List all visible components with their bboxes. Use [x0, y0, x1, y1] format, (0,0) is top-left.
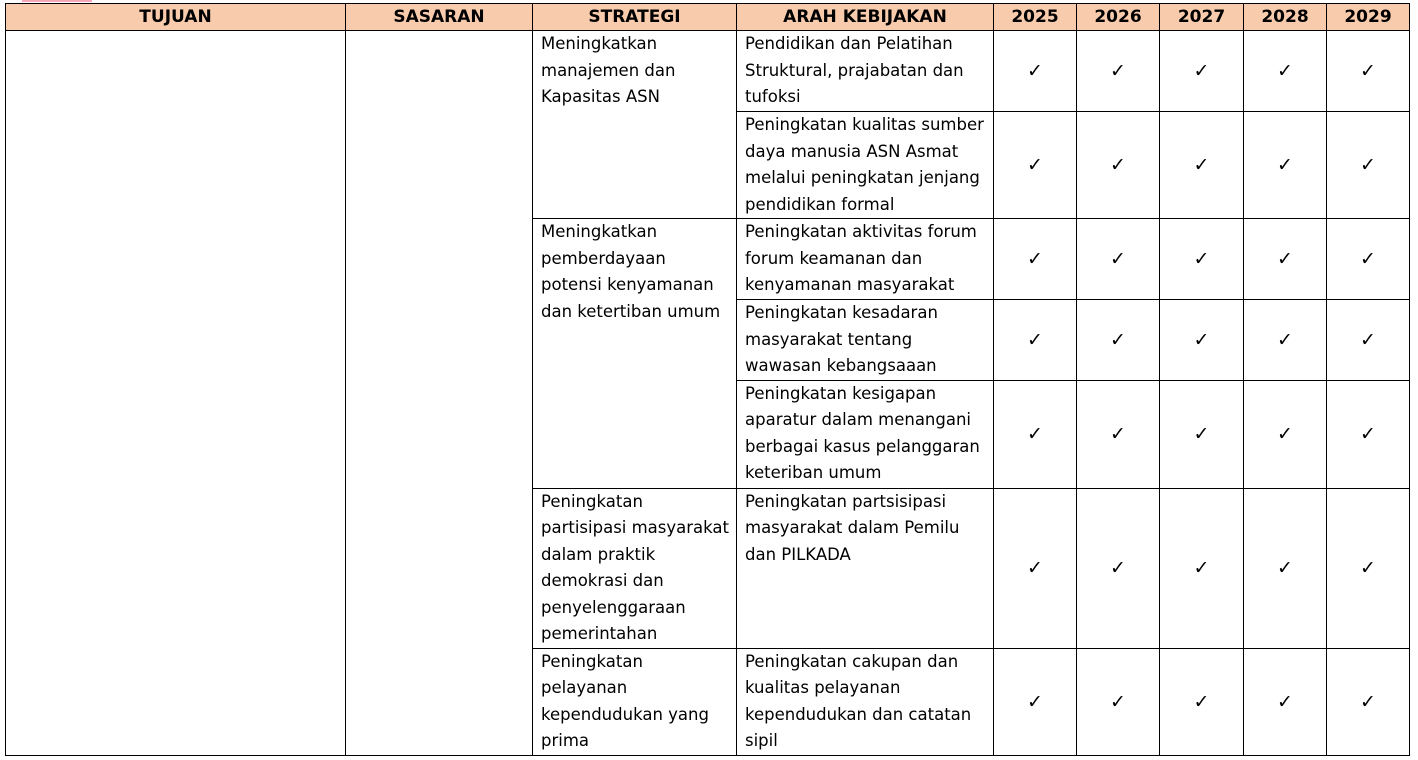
check-2029: ✓ — [1327, 300, 1410, 381]
check-2026: ✓ — [1077, 648, 1160, 755]
strategi-text: Meningkatkan pemberdayaan potensi kenyamanan dan ketertiban umum — [541, 222, 721, 321]
arah-kebijakan-cell — [737, 380, 994, 488]
check-2029: ✓ — [1327, 648, 1410, 755]
arah-kebijakan-text: Peningkatan kualitas sumber daya manusia ASN Asmat melalui peningkatan jenjang pendidikan formal — [745, 115, 984, 214]
strategi-cell — [533, 219, 737, 489]
arah-kebijakan-text: Peningkatan kesigapan aparatur dalam menangani berbagai kasus pelanggaran keteriban umum — [745, 383, 980, 482]
header-year-2026: 2026 — [1077, 4, 1160, 31]
arah-kebijakan-text: Peningkatan partsisipasi masyarakat dalam Pemilu dan PILKADA — [745, 491, 960, 564]
table-row — [6, 31, 1410, 112]
check-2025: ✓ — [994, 648, 1077, 755]
check-2028: ✓ — [1244, 31, 1327, 112]
header-strategi: STRATEGI — [533, 4, 737, 31]
check-2026: ✓ — [1077, 380, 1160, 488]
check-2028: ✓ — [1244, 300, 1327, 381]
arah-kebijakan-cell — [737, 648, 994, 755]
strategy-policy-table — [5, 3, 1410, 756]
strategi-text: Peningkatan pelayanan kependudukan yang prima — [541, 651, 709, 750]
check-2029: ✓ — [1327, 112, 1410, 219]
header-sasaran: SASARAN — [346, 4, 533, 31]
strategi-text: Peningkatan partisipasi masyarakat dalam praktik demokrasi dan penyelenggaraan pemerintahan — [541, 491, 730, 643]
arah-kebijakan-text: Pendidikan dan Pelatihan Struktural, prajabatan dan tufoksi — [745, 34, 964, 106]
check-2028: ✓ — [1244, 648, 1327, 755]
arah-kebijakan-cell — [737, 488, 994, 648]
strategi-cell — [533, 31, 737, 219]
check-2027: ✓ — [1160, 648, 1244, 755]
header-year-2027: 2027 — [1160, 4, 1244, 31]
check-2025: ✓ — [994, 300, 1077, 381]
header-year-2028: 2028 — [1244, 4, 1327, 31]
top-edge-mark — [22, 0, 92, 2]
header-arah-kebijakan: ARAH KEBIJAKAN — [737, 4, 994, 31]
check-2025: ✓ — [994, 488, 1077, 648]
check-2027: ✓ — [1160, 300, 1244, 381]
check-2025: ✓ — [994, 219, 1077, 300]
check-2027: ✓ — [1160, 112, 1244, 219]
check-2029: ✓ — [1327, 219, 1410, 300]
arah-kebijakan-cell — [737, 31, 994, 112]
check-2028: ✓ — [1244, 219, 1327, 300]
check-2025: ✓ — [994, 380, 1077, 488]
arah-kebijakan-text: Peningkatan kesadaran masyarakat tentang wawasan kebangsaaan — [745, 303, 938, 375]
header-year-2025: 2025 — [994, 4, 1077, 31]
check-2028: ✓ — [1244, 488, 1327, 648]
check-2025: ✓ — [994, 112, 1077, 219]
check-2026: ✓ — [1077, 300, 1160, 381]
header-row — [6, 4, 1410, 31]
check-2026: ✓ — [1077, 219, 1160, 300]
arah-kebijakan-cell — [737, 219, 994, 300]
sasaran-cell — [346, 31, 533, 756]
check-2029: ✓ — [1327, 380, 1410, 488]
check-2029: ✓ — [1327, 31, 1410, 112]
arah-kebijakan-cell — [737, 300, 994, 381]
strategi-text: Meningkatkan manajemen dan Kapasitas ASN — [541, 34, 676, 106]
check-2029: ✓ — [1327, 488, 1410, 648]
header-tujuan: TUJUAN — [6, 4, 346, 31]
arah-kebijakan-cell — [737, 112, 994, 219]
check-2027: ✓ — [1160, 31, 1244, 112]
check-2026: ✓ — [1077, 112, 1160, 219]
strategi-cell — [533, 648, 737, 755]
check-2026: ✓ — [1077, 488, 1160, 648]
header-year-2029: 2029 — [1327, 4, 1410, 31]
check-2028: ✓ — [1244, 112, 1327, 219]
check-2027: ✓ — [1160, 219, 1244, 300]
tujuan-cell — [6, 31, 346, 756]
check-2025: ✓ — [994, 31, 1077, 112]
check-2027: ✓ — [1160, 380, 1244, 488]
check-2026: ✓ — [1077, 31, 1160, 112]
check-2027: ✓ — [1160, 488, 1244, 648]
strategi-cell — [533, 488, 737, 648]
arah-kebijakan-text: Peningkatan aktivitas forum forum keamanan dan kenyamanan masyarakat — [745, 222, 977, 294]
check-2028: ✓ — [1244, 380, 1327, 488]
arah-kebijakan-text: Peningkatan cakupan dan kualitas pelayanan kependudukan dan catatan sipil — [745, 651, 972, 750]
